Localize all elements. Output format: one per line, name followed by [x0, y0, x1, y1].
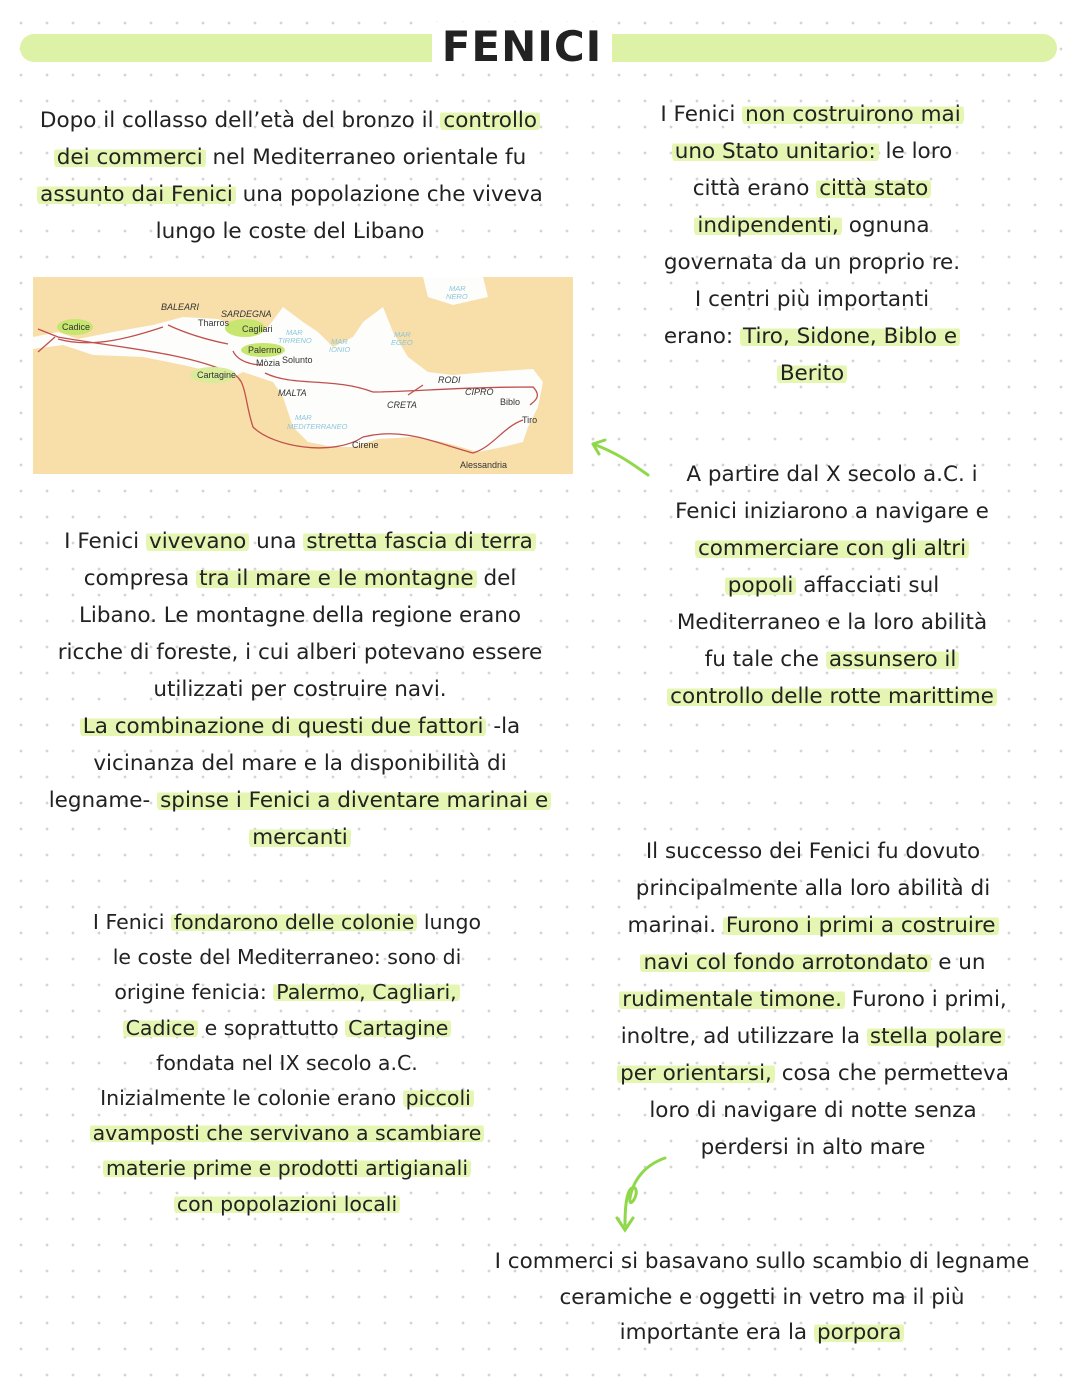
map-label-malta: MALTA	[278, 388, 307, 398]
text-segment: affacciati sul	[796, 573, 940, 598]
text-segment: ceramiche e oggetti in vetro ma il più	[559, 1284, 965, 1310]
text-segment: una popolazione che viveva	[235, 182, 543, 207]
map-label-tiro: Tiro	[522, 415, 538, 425]
text-line	[582, 170, 1042, 207]
text-segment: le loro	[878, 139, 953, 164]
highlighted-text: popoli	[725, 573, 797, 598]
text-segment: I Fenici	[92, 910, 171, 934]
text-segment: una	[249, 529, 304, 554]
text-segment: governata da un proprio re.	[663, 250, 961, 275]
map-label-creta: CRETA	[387, 400, 417, 410]
highlighted-text: controllo delle rotte marittime	[667, 684, 997, 709]
highlighted-text: con popolazioni locali	[174, 1192, 400, 1216]
map-label-biblo: Biblo	[500, 397, 521, 407]
highlighted-text: navi col fondo arrotondato	[640, 950, 931, 975]
highlighted-text: piccoli	[403, 1086, 474, 1110]
highlighted-text: stella polare	[867, 1024, 1005, 1049]
map-label-cipro: CIPRO	[465, 387, 494, 397]
text-segment: Dopo il collasso dell’età del bronzo il	[39, 108, 441, 133]
text-segment: ognuna	[841, 213, 930, 238]
map-label-mar-ionio: MAR	[331, 337, 348, 346]
text-line	[588, 833, 1038, 870]
map-label-nero: NERO	[446, 292, 468, 301]
text-segment: inoltre, ad utilizzare la	[620, 1024, 867, 1049]
map-label-ionio: IONIO	[329, 345, 351, 354]
text-line	[582, 207, 1042, 244]
paragraph-successo	[588, 833, 1038, 1166]
map-label-mar-egeo: MAR	[394, 330, 411, 339]
highlighted-text: spinse i Fenici a diventare marinai e	[157, 788, 551, 813]
map-label-cirene: Cirene	[352, 440, 379, 450]
text-segment: erano:	[663, 324, 740, 349]
highlighted-text: non costruirono mai	[742, 102, 964, 127]
text-line	[588, 944, 1038, 981]
highlighted-text: assunsero il	[826, 647, 960, 672]
text-segment: fu tale che	[704, 647, 826, 672]
highlighted-text: città stato	[816, 176, 931, 201]
highlighted-text: stretta fascia di terra	[303, 529, 535, 554]
text-segment: Mediterraneo e la loro abilità	[676, 610, 988, 635]
highlighted-text: porpora	[814, 1320, 904, 1345]
text-line	[588, 1018, 1038, 1055]
highlighted-text: rudimentale timone.	[619, 987, 845, 1012]
map-label-mediterraneo: MEDITERRANEO	[287, 422, 348, 431]
map-label-mar-nero: MAR	[449, 284, 466, 293]
highlighted-text: dei commerci	[54, 145, 206, 170]
text-segment: I Fenici	[660, 102, 743, 127]
text-segment: Libano. Le montagne della regione erano	[78, 603, 522, 628]
map-label-baleari: BALEARI	[161, 302, 200, 312]
text-line	[10, 176, 570, 213]
map-label-rodi: RODI	[438, 375, 461, 385]
text-line	[588, 1055, 1038, 1092]
text-line	[57, 1011, 517, 1046]
text-line	[622, 530, 1042, 567]
text-segment: importante era la	[619, 1320, 814, 1345]
map-label-tirreno: TIRRENO	[278, 336, 312, 345]
text-line	[20, 634, 580, 671]
highlighted-text: commerciare con gli altri	[695, 536, 969, 561]
text-line	[622, 456, 1042, 493]
text-line	[588, 870, 1038, 907]
highlighted-text: Palermo, Cagliari,	[273, 980, 459, 1004]
highlighted-text: tra il mare e le montagne	[196, 566, 477, 591]
phoenician-routes-map	[33, 277, 573, 474]
map-label-cagliari: Cagliari	[242, 324, 273, 334]
text-line	[622, 567, 1042, 604]
highlighted-text: Furono i primi a costruire	[723, 913, 999, 938]
text-line	[57, 1081, 517, 1116]
map-label-mozia: Mòzia	[256, 358, 281, 368]
paragraph-colonie	[57, 905, 517, 1222]
highlighted-text: mercanti	[249, 825, 351, 850]
map-label-sardegna: SARDEGNA	[221, 309, 272, 319]
text-line	[588, 907, 1038, 944]
text-segment: lungo	[417, 910, 482, 934]
text-line	[57, 975, 517, 1010]
page-title: FENICI	[432, 22, 612, 71]
text-line	[20, 819, 580, 856]
map-label-alessandria: Alessandria	[460, 460, 508, 470]
text-segment: principalmente alla loro abilità di	[635, 876, 991, 901]
highlighted-text: Tiro, Sidone, Biblo e	[740, 324, 960, 349]
text-segment: loro di navigare di notte senza	[649, 1098, 977, 1123]
text-segment: del	[476, 566, 517, 591]
text-line	[582, 96, 1042, 133]
text-line	[10, 213, 570, 250]
text-segment: e un	[931, 950, 986, 975]
text-segment: lungo le coste del Libano	[155, 219, 425, 244]
text-segment: I commerci si basavano sullo scambio di legname	[494, 1249, 1030, 1274]
highlighted-text: vivevano	[146, 529, 249, 554]
highlighted-text: assunto dai Fenici	[37, 182, 236, 207]
text-segment: le coste del Mediterraneo: sono di	[112, 945, 462, 970]
text-line	[622, 641, 1042, 678]
text-segment: città erano	[692, 176, 817, 201]
text-line	[57, 1116, 517, 1151]
text-segment: Fenici iniziarono a navigare e	[675, 499, 989, 524]
map-label-mar-mediterraneo: MAR	[295, 413, 312, 422]
highlighted-text: uno Stato unitario:	[672, 139, 879, 164]
text-line	[582, 355, 1042, 392]
text-line	[57, 1187, 517, 1222]
text-segment: fondata nel IX secolo a.C.	[156, 1050, 418, 1075]
text-line	[20, 560, 580, 597]
text-line	[57, 1151, 517, 1186]
text-line	[10, 139, 570, 176]
text-line	[57, 905, 517, 940]
text-line	[482, 1280, 1042, 1316]
text-line	[57, 940, 517, 975]
text-segment: -la	[486, 714, 521, 739]
text-line	[10, 102, 570, 139]
highlighted-text: Berito	[777, 361, 847, 386]
text-segment: Furono i primi,	[844, 987, 1007, 1012]
map-label-palermo: Palermo	[248, 345, 282, 355]
text-segment: marinai.	[627, 913, 723, 938]
highlighted-text: controllo	[440, 108, 540, 133]
text-line	[20, 597, 580, 634]
highlighted-text: indipendenti,	[694, 213, 841, 238]
paragraph-intro	[10, 102, 570, 250]
arrow-down-icon	[605, 1150, 675, 1240]
text-segment: origine fenicia:	[114, 980, 274, 1005]
highlighted-text: avamposti che servivano a scambiare	[90, 1121, 485, 1145]
text-line	[20, 745, 580, 782]
paragraph-stato	[582, 96, 1042, 392]
text-segment: perdersi in alto mare	[700, 1135, 926, 1160]
text-line	[582, 133, 1042, 170]
highlighted-text: materie prime e prodotti artigianali	[103, 1156, 471, 1180]
text-line	[20, 708, 580, 745]
map-label-egeo: EGEO	[391, 338, 413, 347]
text-line	[57, 1046, 517, 1081]
text-segment: Inizialmente le colonie erano	[100, 1086, 403, 1111]
text-line	[20, 523, 580, 560]
highlighted-text: Cartagine	[345, 1016, 451, 1040]
text-line	[582, 281, 1042, 318]
text-line	[582, 318, 1042, 355]
text-segment: legname-	[48, 788, 158, 813]
map-label-cadice: Cadice	[62, 322, 91, 332]
highlighted-text: fondarono delle colonie	[171, 910, 417, 934]
map-label-cartagine: Cartagine	[197, 370, 237, 380]
text-line	[622, 604, 1042, 641]
text-segment: I centri più importanti	[694, 287, 930, 312]
highlighted-text: per orientarsi,	[617, 1061, 775, 1086]
text-segment: ricche di foreste, i cui alberi potevano essere	[57, 640, 543, 665]
paragraph-territorio	[20, 523, 580, 856]
text-line	[622, 678, 1042, 715]
text-line	[582, 244, 1042, 281]
text-line	[482, 1315, 1042, 1351]
highlighted-text: La combinazione di questi due fattori	[80, 714, 487, 739]
text-segment: I Fenici	[64, 529, 146, 554]
text-line	[20, 782, 580, 819]
map-label-solunto: Solunto	[282, 355, 313, 365]
text-line	[588, 1092, 1038, 1129]
text-segment: compresa	[83, 566, 197, 591]
text-line	[588, 981, 1038, 1018]
text-line	[482, 1244, 1042, 1280]
paragraph-navigazione	[622, 456, 1042, 715]
text-segment: nel Mediterraneo orientale fu	[205, 145, 527, 170]
text-line	[20, 671, 580, 708]
text-segment: A partire dal X secolo a.C. i	[686, 462, 978, 487]
text-segment: cosa che permetteva	[774, 1061, 1009, 1086]
text-segment: utilizzati per costruire navi.	[153, 677, 447, 702]
map-label-mar-tirreno: MAR	[286, 328, 303, 337]
paragraph-commerci	[482, 1244, 1042, 1351]
text-segment: e soprattutto	[198, 1015, 346, 1040]
highlighted-text: Cadice	[123, 1016, 198, 1040]
text-segment: Il successo dei Fenici fu dovuto	[645, 839, 981, 864]
map-label-tharros: Tharros	[197, 318, 229, 328]
text-line	[622, 493, 1042, 530]
text-segment: vicinanza del mare e la disponibilità di	[93, 751, 507, 776]
